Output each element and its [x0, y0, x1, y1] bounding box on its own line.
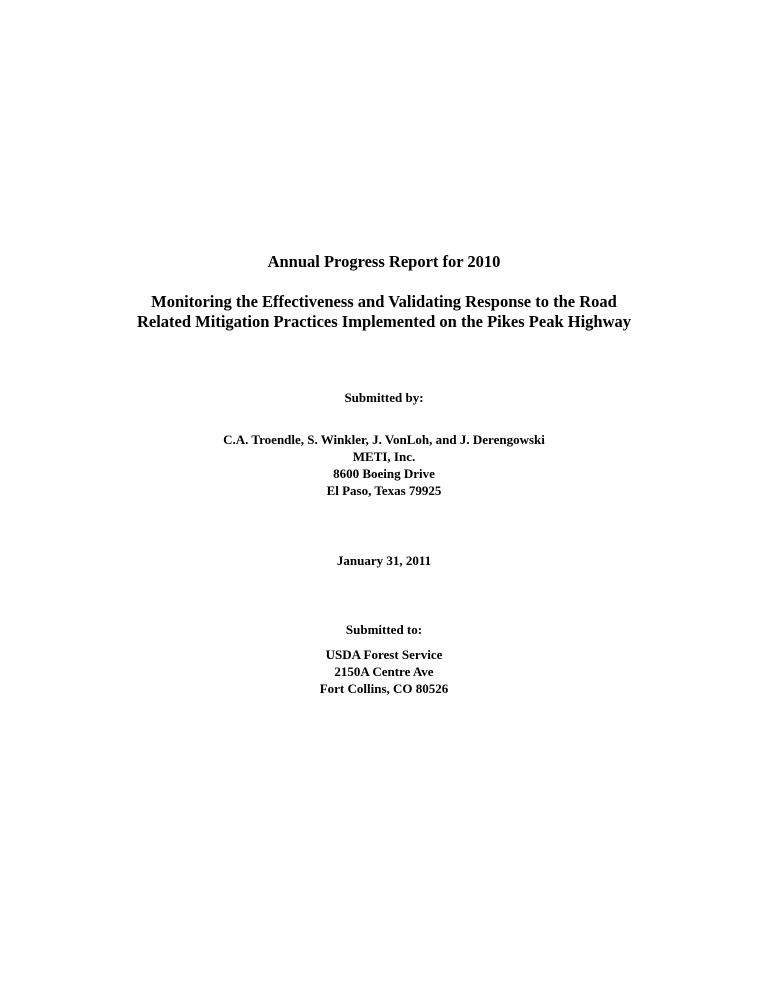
- report-subtitle-line: Monitoring the Effectiveness and Validating Response to the Road: [151, 292, 617, 311]
- organization-city: El Paso, Texas 79925: [326, 483, 442, 498]
- submitted-by-label: Submitted by:: [344, 390, 424, 405]
- report-title: Annual Progress Report for 2010: [267, 252, 501, 271]
- recipient-name: USDA Forest Service: [325, 647, 443, 662]
- recipient-street: 2150A Centre Ave: [334, 664, 434, 679]
- authors: C.A. Troendle, S. Winkler, J. VonLoh, and J. Derengowski: [223, 432, 545, 447]
- report-date: January 31, 2011: [336, 553, 432, 568]
- submitted-to-label: Submitted to:: [345, 622, 423, 637]
- report-subtitle-line: Related Mitigation Practices Implemented on the Pikes Peak Highway: [136, 312, 632, 331]
- organization-street: 8600 Boeing Drive: [333, 466, 435, 481]
- organization-name: METI, Inc.: [352, 449, 416, 464]
- recipient-city: Fort Collins, CO 80526: [319, 681, 449, 696]
